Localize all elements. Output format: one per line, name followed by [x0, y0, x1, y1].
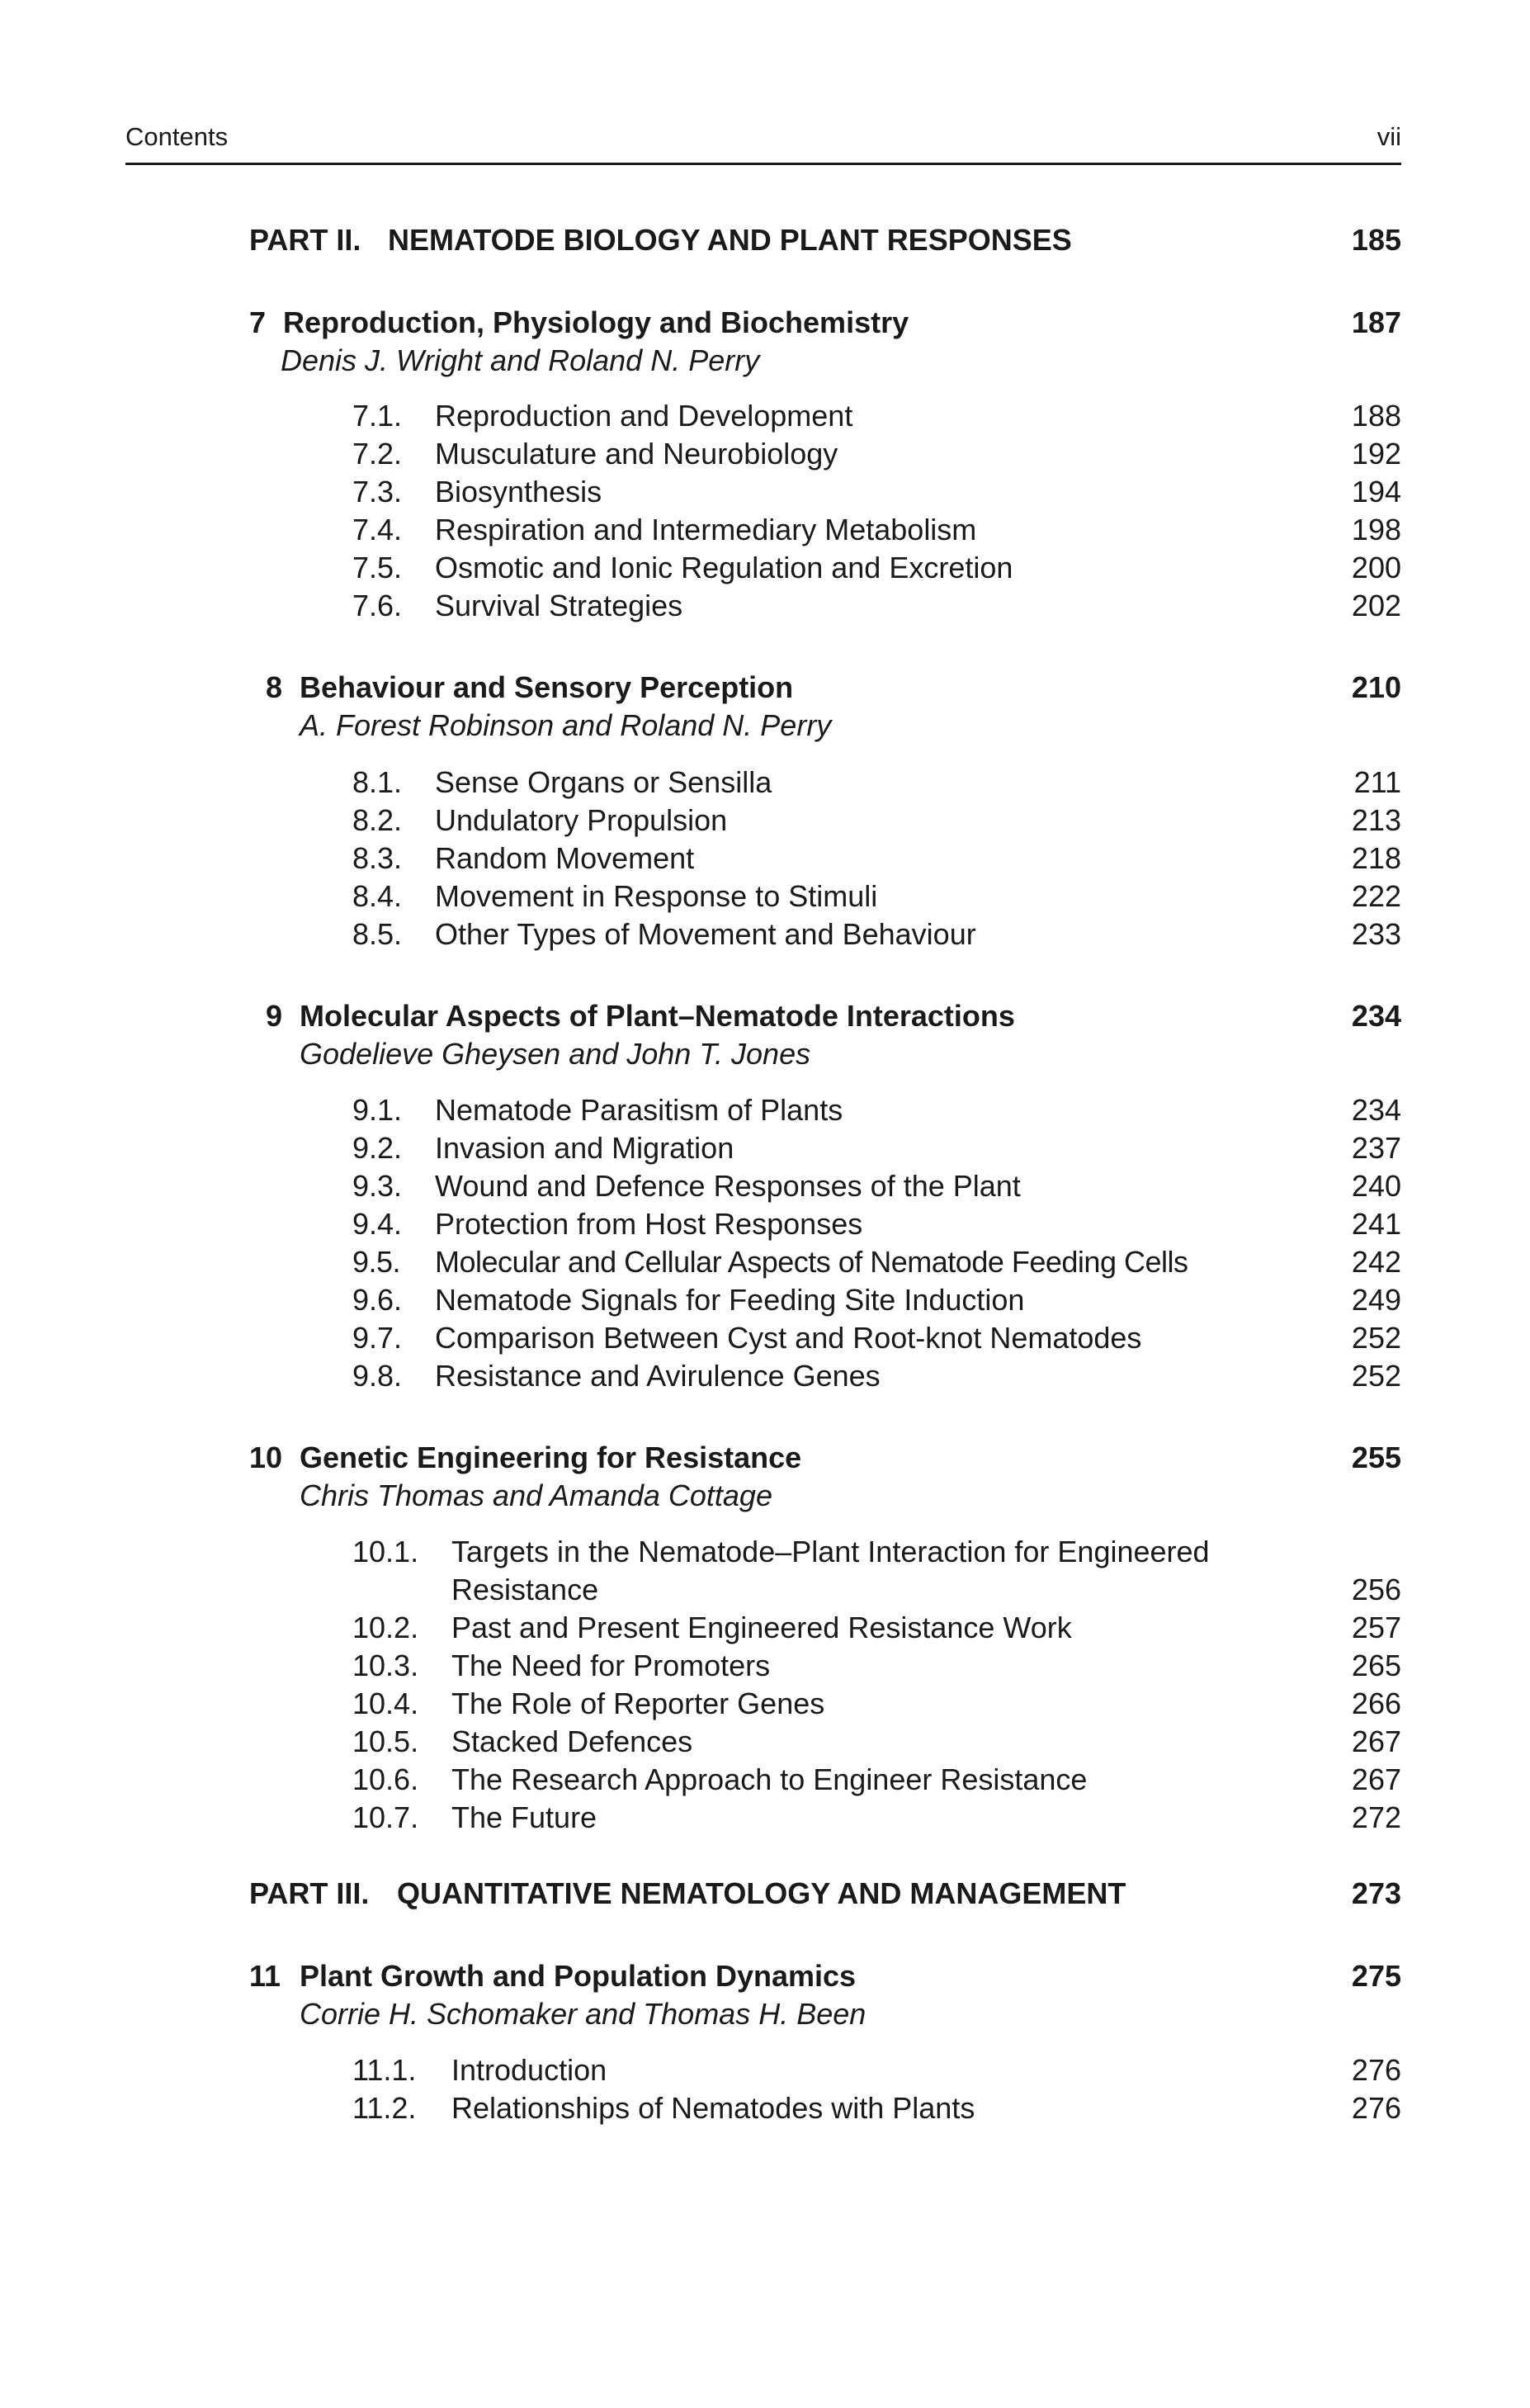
- section-number: 10.3.: [352, 1649, 419, 1682]
- section-title: Other Types of Movement and Behaviour: [435, 917, 976, 951]
- section-title: Invasion and Migration: [435, 1131, 734, 1165]
- section-title: Wound and Defence Responses of the Plant: [435, 1169, 1021, 1203]
- section-title: Comparison Between Cyst and Root-knot Nematodes: [435, 1321, 1142, 1355]
- section-number: 11.2.: [352, 2091, 417, 2125]
- section-page: 241: [1351, 1207, 1401, 1241]
- section-page: 202: [1351, 589, 1401, 622]
- section-number: 7.6.: [352, 589, 403, 622]
- section-page: 272: [1351, 1800, 1401, 1834]
- chapter-number: 8: [266, 670, 283, 704]
- section-number: 9.3.: [352, 1169, 403, 1203]
- section-page: 233: [1351, 917, 1401, 951]
- chapter-title: Behaviour and Sensory Perception: [300, 670, 794, 704]
- section-number: 7.5.: [352, 551, 403, 584]
- section-number: 10.2.: [352, 1611, 419, 1644]
- section-page: 257: [1351, 1611, 1401, 1644]
- section-number: 7.3.: [352, 475, 403, 509]
- running-head-title: Contents: [125, 122, 229, 151]
- section-page: 211: [1353, 765, 1401, 799]
- section-title: Musculature and Neurobiology: [435, 437, 838, 471]
- chapter-title: Genetic Engineering for Resistance: [300, 1441, 802, 1474]
- section-number: 9.8.: [352, 1359, 403, 1393]
- section-title-continuation: Resistance: [451, 1573, 599, 1606]
- section-number: 10.1.: [352, 1535, 419, 1568]
- section-number: 9.4.: [352, 1207, 403, 1241]
- section-page: 222: [1351, 879, 1401, 913]
- section-page: 276: [1351, 2053, 1401, 2087]
- section-number: 10.5.: [352, 1724, 419, 1758]
- chapter-page: 275: [1351, 1959, 1401, 1993]
- section-number: 7.2.: [352, 437, 403, 471]
- section-number: 7.1.: [352, 399, 403, 433]
- section-page: 188: [1351, 399, 1401, 433]
- section-number: 9.7.: [352, 1321, 403, 1355]
- section-page: 276: [1351, 2091, 1401, 2125]
- chapter-number: 11: [249, 1959, 281, 1993]
- section-number: 7.4.: [352, 513, 403, 546]
- section-title: Respiration and Intermediary Metabolism: [435, 513, 977, 546]
- section-number: 10.6.: [352, 1762, 419, 1796]
- chapter-page: 255: [1351, 1441, 1401, 1474]
- section-title: The Future: [451, 1800, 597, 1834]
- part-title: NEMATODE BIOLOGY AND PLANT RESPONSES: [388, 223, 1072, 257]
- section-page: 200: [1351, 551, 1401, 584]
- chapter-page: 234: [1351, 999, 1401, 1033]
- chapter-authors: Godelieve Gheysen and John T. Jones: [300, 1037, 811, 1071]
- section-number: 9.1.: [352, 1093, 403, 1127]
- section-number: 10.7.: [352, 1800, 419, 1834]
- section-page: 192: [1351, 437, 1401, 471]
- section-title: Sense Organs or Sensilla: [435, 765, 772, 799]
- section-title: The Role of Reporter Genes: [451, 1687, 825, 1720]
- section-title: Stacked Defences: [451, 1724, 693, 1758]
- section-page: 256: [1351, 1573, 1401, 1606]
- section-title: Movement in Response to Stimuli: [435, 879, 878, 913]
- part-title: QUANTITATIVE NEMATOLOGY AND MANAGEMENT: [397, 1876, 1126, 1910]
- header-rule: [125, 163, 1401, 165]
- chapter-authors: Corrie H. Schomaker and Thomas H. Been: [300, 1997, 867, 2031]
- section-number: 8.1.: [352, 765, 403, 799]
- chapter-page: 210: [1351, 670, 1401, 704]
- section-title: Past and Present Engineered Resistance Work: [451, 1611, 1072, 1644]
- section-page: 252: [1351, 1359, 1401, 1393]
- section-page: 242: [1351, 1245, 1401, 1279]
- chapter-number: 9: [266, 999, 283, 1033]
- chapter-number: 7: [249, 305, 267, 339]
- running-head: [125, 122, 1401, 155]
- chapter-title: Plant Growth and Population Dynamics: [300, 1959, 857, 1993]
- section-title: Survival Strategies: [435, 589, 683, 622]
- section-page: 194: [1351, 475, 1401, 509]
- section-title: Nematode Signals for Feeding Site Induction: [435, 1283, 1025, 1317]
- chapter-page: 187: [1351, 305, 1401, 339]
- section-title: The Research Approach to Engineer Resistance: [451, 1762, 1088, 1796]
- section-title: Relationships of Nematodes with Plants: [451, 2091, 975, 2125]
- section-title: Molecular and Cellular Aspects of Nematode Feeding Cells: [435, 1245, 1188, 1279]
- section-page: 218: [1351, 841, 1401, 875]
- section-number: 8.3.: [352, 841, 403, 875]
- chapter-authors: A. Forest Robinson and Roland N. Perry: [300, 708, 832, 742]
- section-number: 10.4.: [352, 1687, 419, 1720]
- section-title: The Need for Promoters: [451, 1649, 771, 1682]
- section-page: 198: [1351, 513, 1401, 546]
- section-title: Nematode Parasitism of Plants: [435, 1093, 843, 1127]
- part-page: 273: [1351, 1876, 1401, 1910]
- section-number: 8.2.: [352, 803, 403, 837]
- section-page: 267: [1351, 1724, 1401, 1758]
- chapter-title: Reproduction, Physiology and Biochemistry: [283, 305, 909, 339]
- section-page: 213: [1351, 803, 1401, 837]
- section-page: 267: [1351, 1762, 1401, 1796]
- section-title: Undulatory Propulsion: [435, 803, 728, 837]
- section-page: 265: [1351, 1649, 1401, 1682]
- section-title: Reproduction and Development: [435, 399, 853, 433]
- part-page: 185: [1351, 223, 1401, 257]
- chapter-authors: Chris Thomas and Amanda Cottage: [300, 1478, 772, 1512]
- section-page: 234: [1351, 1093, 1401, 1127]
- section-title: Targets in the Nematode–Plant Interaction for Engineered: [451, 1535, 1210, 1568]
- section-number: 9.2.: [352, 1131, 403, 1165]
- running-head-page-number: vii: [1377, 122, 1401, 151]
- section-number: 11.1.: [352, 2053, 417, 2087]
- section-page: 240: [1351, 1169, 1401, 1203]
- section-title: Biosynthesis: [435, 475, 602, 509]
- section-number: 9.5.: [352, 1245, 401, 1279]
- part-label: PART II.: [249, 223, 361, 257]
- chapter-authors: Denis J. Wright and Roland N. Perry: [281, 343, 760, 377]
- part-label: PART III.: [249, 1876, 370, 1910]
- section-title: Introduction: [451, 2053, 607, 2087]
- section-page: 252: [1351, 1321, 1401, 1355]
- section-number: 8.5.: [352, 917, 403, 951]
- section-title: Osmotic and Ionic Regulation and Excretion: [435, 551, 1013, 584]
- section-title: Random Movement: [435, 841, 695, 875]
- chapter-number: 10: [249, 1441, 283, 1474]
- section-title: Protection from Host Responses: [435, 1207, 863, 1241]
- section-number: 8.4.: [352, 879, 403, 913]
- chapter-title: Molecular Aspects of Plant–Nematode Interactions: [300, 999, 1015, 1033]
- section-number: 9.6.: [352, 1283, 403, 1317]
- section-title: Resistance and Avirulence Genes: [435, 1359, 881, 1393]
- section-page: 249: [1351, 1283, 1401, 1317]
- section-page: 237: [1351, 1131, 1401, 1165]
- section-page: 266: [1351, 1687, 1401, 1720]
